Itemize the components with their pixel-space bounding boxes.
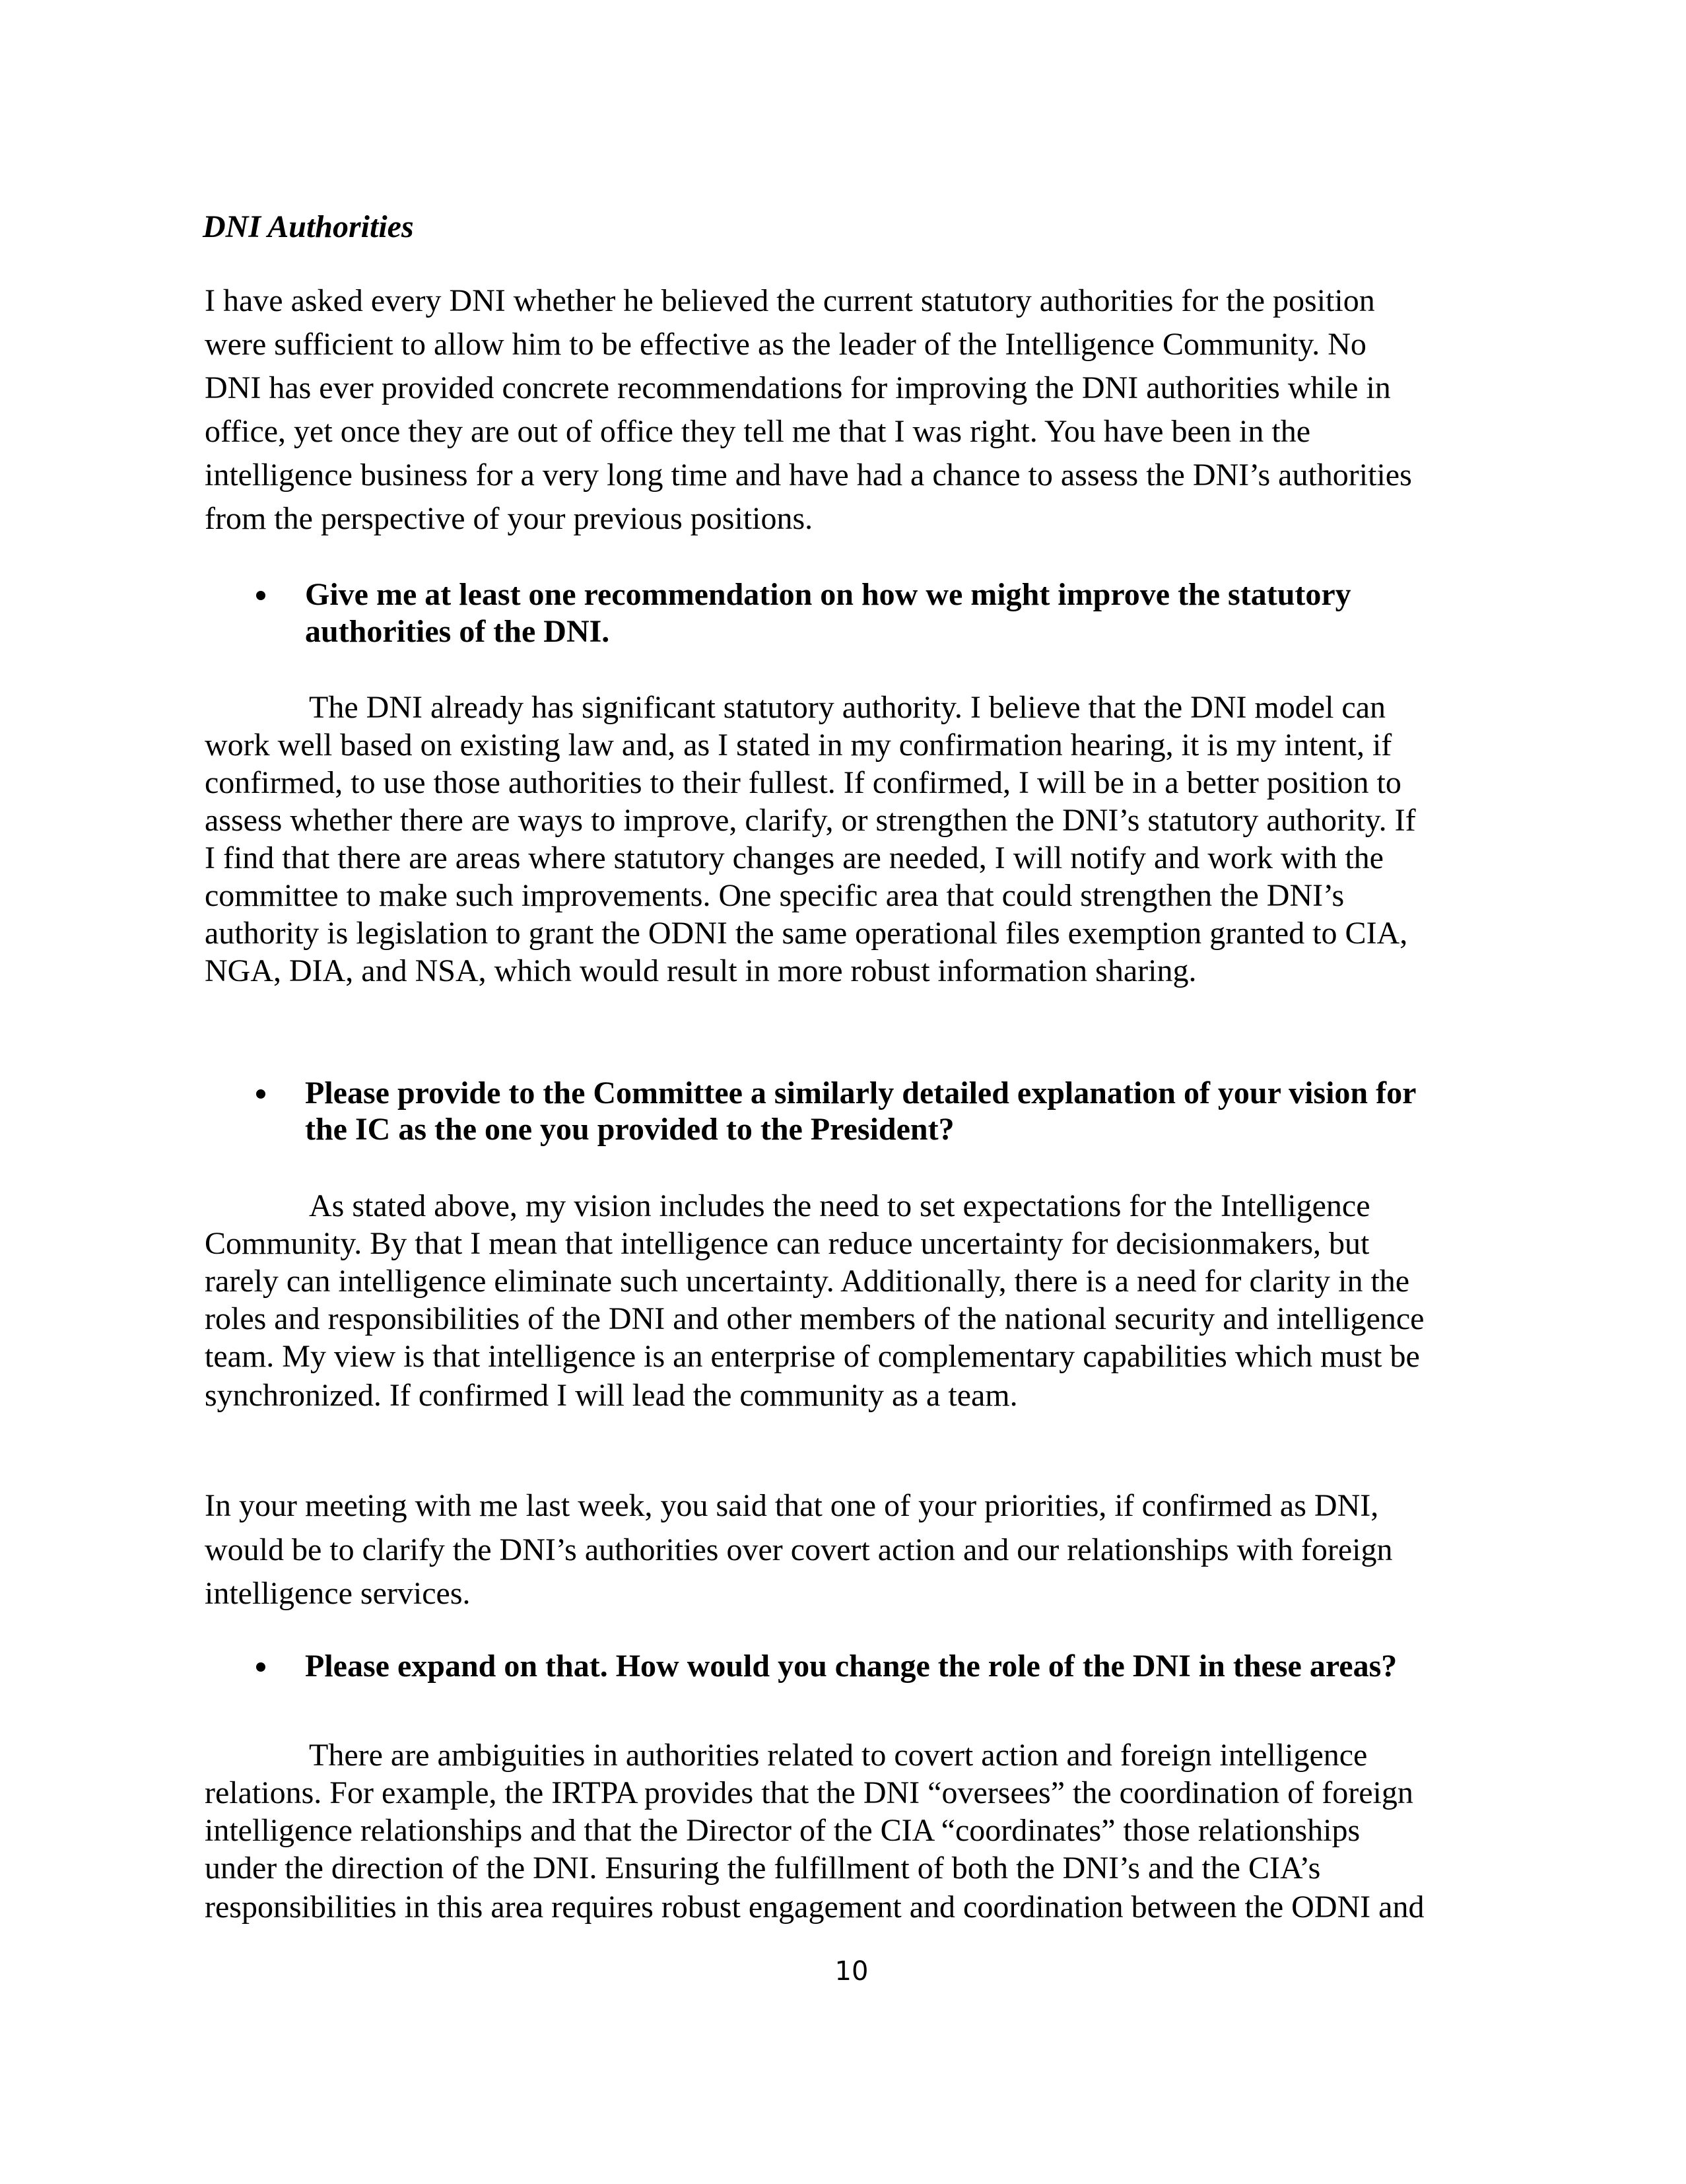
paragraph-line: NGA, DIA, and NSA, which would result in more robust information sharing.	[205, 953, 1197, 988]
question-line: Give me at least one recommendation on how we might improve the statutory	[305, 577, 1351, 612]
paragraph-line: intelligence business for a very long time and have had a chance to assess the DNI’s authorities	[205, 458, 1412, 493]
paragraph-line: I have asked every DNI whether he believed the current statutory authorities for the position	[205, 283, 1375, 318]
paragraph-line: In your meeting with me last week, you said that one of your priorities, if confirmed as DNI,	[205, 1488, 1379, 1523]
paragraph-line: under the direction of the DNI. Ensuring the fulfillment of both the DNI’s and the CIA’s	[205, 1851, 1321, 1886]
paragraph-line: I find that there are areas where statutory changes are needed, I will notify and work with the	[205, 840, 1384, 875]
page-number: 10	[834, 1956, 869, 1987]
paragraph-line: from the perspective of your previous positions.	[205, 501, 813, 536]
bullet-icon	[256, 591, 265, 600]
paragraph-line: intelligence relationships and that the Director of the CIA “coordinates” those relationships	[205, 1813, 1361, 1848]
paragraph-line: rarely can intelligence eliminate such uncertainty. Additionally, there is a need for clarity in the	[205, 1264, 1410, 1299]
bullet-icon	[256, 1089, 265, 1099]
paragraph-line: authority is legislation to grant the ODNI the same operational files exemption granted to CIA,	[205, 916, 1408, 951]
paragraph-line: team. My view is that intelligence is an enterprise of complementary capabilities which must be	[205, 1339, 1420, 1374]
paragraph-line: office, yet once they are out of office they tell me that I was right. You have been in the	[205, 414, 1311, 449]
paragraph-line: intelligence services.	[205, 1576, 471, 1611]
paragraph-line: Community. By that I mean that intelligence can reduce uncertainty for decisionmakers, but	[205, 1226, 1370, 1261]
paragraph-line: As stated above, my vision includes the need to set expectations for the Intelligence	[309, 1188, 1370, 1223]
paragraph-line: committee to make such improvements. One specific area that could strengthen the DNI’s	[205, 878, 1345, 913]
section-heading: DNI Authorities	[203, 209, 414, 244]
paragraph-line: were sufficient to allow him to be effective as the leader of the Intelligence Community. No	[205, 327, 1366, 362]
question-line: Please expand on that. How would you change the role of the DNI in these areas?	[305, 1649, 1398, 1684]
paragraph-line: synchronized. If confirmed I will lead the community as a team.	[205, 1378, 1018, 1413]
question-line: Please provide to the Committee a similarly detailed explanation of your vision for	[305, 1075, 1417, 1110]
paragraph-line: There are ambiguities in authorities related to covert action and foreign intelligence	[309, 1738, 1368, 1773]
paragraph-line: DNI has ever provided concrete recommendations for improving the DNI authorities while in	[205, 370, 1391, 405]
paragraph-line: responsibilities in this area requires robust engagement and coordination between the ODNI and	[205, 1890, 1425, 1925]
paragraph-line: The DNI already has significant statutory authority. I believe that the DNI model can	[309, 690, 1386, 725]
bullet-icon	[256, 1662, 265, 1672]
question-line: authorities of the DNI.	[305, 614, 610, 649]
paragraph-line: assess whether there are ways to improve, clarify, or strengthen the DNI’s statutory authority. If	[205, 803, 1416, 838]
paragraph-line: roles and responsibilities of the DNI and other members of the national security and intelligence	[205, 1301, 1425, 1336]
paragraph-line: relations. For example, the IRTPA provides that the DNI “oversees” the coordination of foreign	[205, 1775, 1413, 1810]
question-line: the IC as the one you provided to the President?	[305, 1112, 955, 1147]
paragraph-line: confirmed, to use those authorities to their fullest. If confirmed, I will be in a better position to	[205, 765, 1401, 800]
paragraph-line: would be to clarify the DNI’s authorities over covert action and our relationships with foreign	[205, 1532, 1393, 1567]
paragraph-line: work well based on existing law and, as I stated in my confirmation hearing, it is my intent, if	[205, 728, 1392, 763]
